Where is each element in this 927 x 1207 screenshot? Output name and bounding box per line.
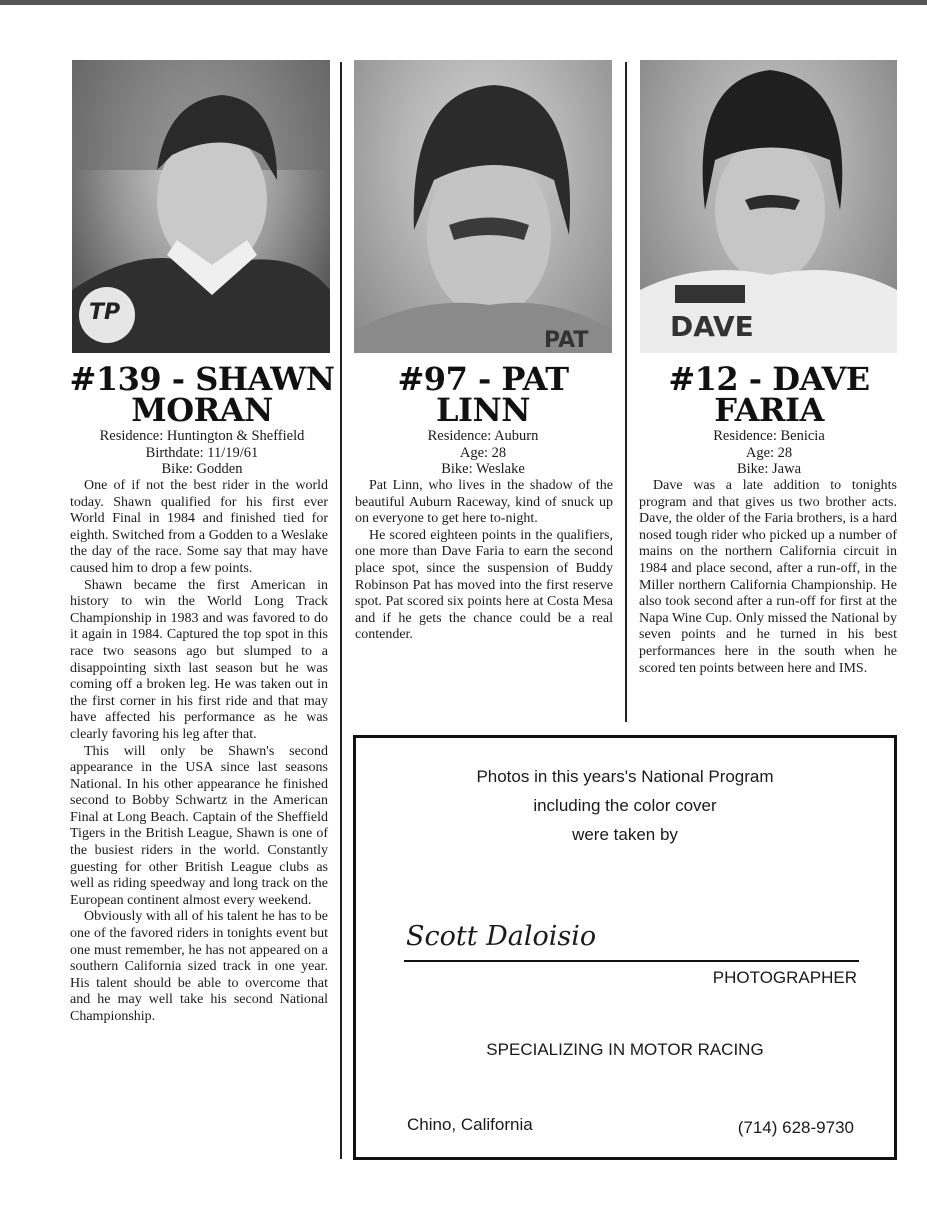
bio-paragraph: This will only be Shawn's second appearance in the USA since last seasons National. In his other appearance he finished second to Bobby Schwartz in the American Final at Long Beach. Captain of the Sheffield Tigers in the British League, Shawn is one of the busiest riders in the world. Constantly guesting for other British League clubs as well as riding speedway and long track on the European continent almost every weekend. [70,743,328,908]
rider-photo-linn [354,60,612,353]
rider-bio-linn [355,478,613,644]
column-divider-2 [625,62,627,722]
residence: Residence: Huntington & Sheffield [99,428,305,444]
bio-paragraph: Dave was a late addition to tonights program and that gives us two brother acts. Dave, the older of the Faria brothers, is a hard nosed tough rider who picked up a number of mains on the northern California circuit in 1984 and place second, after a run-off, in the Miller northern California Championship. He also took second after a run-off for first at the Napa Wine Cup. Only missed the National by seven points and he turned in his best performances here in the south when he scored ten points between here and IMS. [639,478,897,676]
photo-jersey-text: DAVE [670,310,754,343]
signature-line [404,960,859,962]
rider-bio-faria [639,478,897,677]
photographer-ad [353,735,897,1160]
page-top-edge [0,0,927,5]
rider-info-linn [350,428,616,478]
ad-phone: (714) 628-9730 [737,1118,854,1137]
ad-location: Chino, California [407,1115,533,1134]
photographer-title: PHOTOGRAPHER [712,968,857,987]
rider-info-faria [636,428,902,478]
bio-paragraph: Shawn became the first American in history to win the World Long Track Championship in 1983 and was favored to do it again in 1984. Captured the top spot in this race two seasons ago but slumped to a disappointing sixth last season but he was coming off a broken leg. He was taken out in the first corner in his first ride and that may have affected his performance as he was clearly favoring his leg after that. [70,577,328,742]
photo-jersey-text: TP [89,300,121,325]
ad-line-2: including the color cover [533,796,717,815]
rider-photo-moran [72,60,330,353]
rider-heading-faria: #12 - DAVE FARIA [668,360,870,429]
bio-paragraph: One of if not the best rider in the world today. Shawn qualified for his first ever World Final in 1984 and finished tied for eighth. Switched from a Godden to a Weslake the day of the race. Some say that may have caused him to drop a few points. [70,478,328,576]
bike: Bike: Weslake [441,461,525,477]
bio-paragraph: Obviously with all of his talent he has to be one of the favored riders in tonights event but one must remember, he has not appeared on a southern California sized track in one year. His talent should be able to overcome that and he may well take his second National Championship. [70,909,328,1024]
rider-heading-moran: #139 - SHAWN MORAN [69,360,335,429]
column-divider-1 [340,62,342,1159]
age: Age: 28 [459,444,507,461]
ad-line-3: were taken by [572,825,678,844]
photographer-signature: Scott Daloisio [406,921,597,952]
ad-line-1: Photos in this years's National Program [476,767,774,786]
rider-bio-moran [70,478,328,1026]
rider-photo-faria [640,60,897,353]
bio-paragraph: He scored eighteen points in the qualifiers, one more than Dave Faria to earn the second place spot, since the suspension of Buddy Robinson Pat has moved into the first reserve spot. Pat scored six points here at Costa Mesa and if he gets the chance could be a real contender. [355,527,613,643]
photo-jersey-text: PAT [544,328,589,353]
ad-specialty: SPECIALIZING IN MOTOR RACING [486,1040,764,1059]
bike: Bike: Godden [161,461,243,477]
age: Age: 28 [745,444,793,461]
residence: Residence: Auburn [427,428,539,444]
bike: Bike: Jawa [736,461,802,477]
residence: Residence: Benicia [713,428,825,444]
bio-paragraph: Pat Linn, who lives in the shadow of the beautiful Auburn Raceway, kind of snuck up on everyone to get here to-night. [355,478,613,527]
birthdate: Birthdate: 11/19/61 [145,444,259,461]
rider-info-moran [68,428,336,478]
rider-heading-linn: #97 - PAT LINN [397,360,569,429]
